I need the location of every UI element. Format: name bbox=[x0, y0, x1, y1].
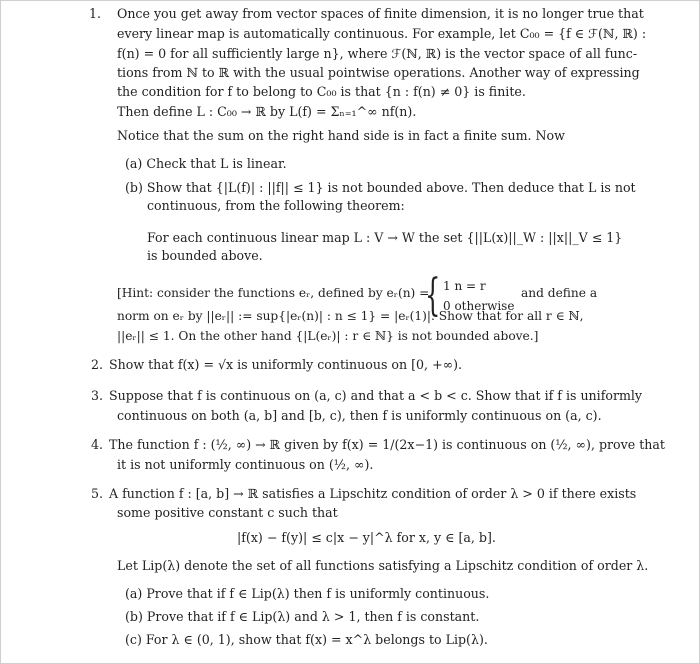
problem-2-line-1: Show that f(x) = √x is uniformly continuous on [0, +∞). bbox=[109, 357, 463, 372]
lip-definition-line: Let Lip(λ) denote the set of all functions satisfying a Lipschitz condition of order λ. bbox=[117, 558, 649, 573]
problem-3-line-1: Suppose that f is continuous on (a, c) and that a < b < c. Show that if f is uniformly bbox=[109, 388, 643, 403]
problem-1-line-3: f(n) = 0 for all sufficiently large n}, where ℱ(ℕ, ℝ) is the vector space of all func- bbox=[117, 46, 638, 61]
problem-1-line-5: the condition for f to belong to C₀₀ is that {n : f(n) ≠ 0} is finite. bbox=[117, 84, 526, 99]
part-1a: (a) Check that L is linear. bbox=[125, 156, 287, 171]
define-L-line: Then define L : C₀₀ → ℝ by L(f) = Σₙ₌₁^∞ nf(n). bbox=[117, 104, 417, 119]
problem-5-line-1: A function f : [a, b] → ℝ satisfies a Lipschitz condition of order λ > 0 if there exists bbox=[109, 486, 637, 501]
case-1: 1 n = r bbox=[443, 279, 486, 293]
hint-end: and define a bbox=[521, 286, 598, 300]
problem-3-line-2: continuous on both (a, b] and [b, c), then f is uniformly continuous on (a, c). bbox=[117, 408, 602, 423]
problem-1-line-4: tions from ℕ to ℝ with the usual pointwise operations. Another way of expressing bbox=[117, 65, 640, 80]
left-brace: { bbox=[425, 270, 441, 321]
hint-start: [Hint: consider the functions eᵣ, defined by eᵣ(n) = bbox=[117, 286, 430, 300]
item-number: 2. bbox=[91, 357, 104, 372]
notice-line: Notice that the sum on the right hand side is in fact a finite sum. Now bbox=[117, 128, 565, 143]
problem-1-line-1: Once you get away from vector spaces of finite dimension, it is no longer true that bbox=[117, 6, 644, 21]
part-1b-line-1: (b) Show that {|L(f)| : ||f|| ≤ 1} is not bounded above. Then deduce that L is not bbox=[125, 180, 636, 195]
part-5c: (c) For λ ∈ (0, 1), show that f(x) = x^λ belongs to Lip(λ). bbox=[125, 632, 488, 647]
hint-line-3: ||eᵣ|| ≤ 1. On the other hand {|L(eᵣ)| : r ∈ ℕ} is not bounded above.] bbox=[117, 329, 539, 343]
problem-4-line-1: The function f : (½, ∞) → ℝ given by f(x) = 1/(2x−1) is continuous on (½, ∞), prove that bbox=[109, 437, 665, 452]
item-number: 5. bbox=[91, 486, 104, 501]
item-number: 1. bbox=[89, 6, 102, 21]
part-5a: (a) Prove that if f ∈ Lip(λ) then f is uniformly continuous. bbox=[125, 586, 490, 601]
problem-1-line-2: every linear map is automatically continuous. For example, let C₀₀ = {f ∈ ℱ(ℕ, ℝ) : bbox=[117, 26, 647, 41]
problem-4-line-2: it is not uniformly continuous on (½, ∞). bbox=[117, 457, 374, 472]
lipschitz-formula: |f(x) − f(y)| ≤ c|x − y|^λ for x, y ∈ [a, b]. bbox=[237, 530, 496, 545]
part-5b: (b) Prove that if f ∈ Lip(λ) and λ > 1, then f is constant. bbox=[125, 609, 480, 624]
problem-5-line-2: some positive constant c such that bbox=[117, 505, 338, 520]
hint-line-2: norm on eᵣ by ||eᵣ|| := sup{|eᵣ(n)| : n ≤ 1} = |eᵣ(1)|. Show that for all r ∈ ℕ, bbox=[117, 309, 584, 323]
theorem-line-2: is bounded above. bbox=[147, 248, 263, 263]
theorem-line-1: For each continuous linear map L : V → W the set {||L(x)||_W : ||x||_V ≤ 1} bbox=[147, 230, 623, 245]
part-1b-line-2: continuous, from the following theorem: bbox=[147, 198, 405, 213]
item-number: 3. bbox=[91, 388, 104, 403]
item-number: 4. bbox=[91, 437, 104, 452]
case-2: 0 otherwise bbox=[443, 299, 515, 313]
